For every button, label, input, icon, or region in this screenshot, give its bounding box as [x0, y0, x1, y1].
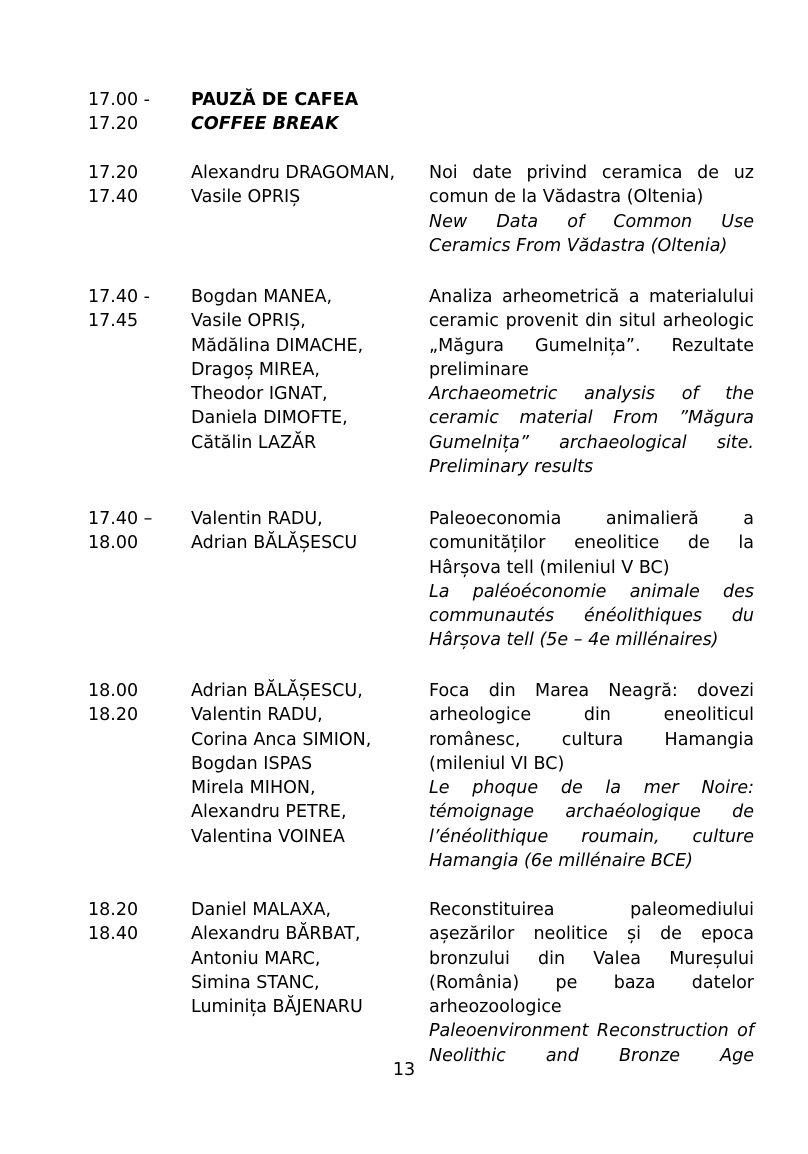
- title-english: [429, 776, 754, 873]
- session-title: [429, 285, 754, 479]
- author-name: Theodor IGNAT,: [191, 384, 328, 405]
- author-name: Bogdan MANEA,: [191, 287, 333, 307]
- author-name: Adrian BĂLĂȘESCU,: [191, 681, 363, 701]
- title-line: (mileniul VI BC): [429, 753, 565, 774]
- title-line: Foca din Marea Neagră: dovezi: [429, 681, 754, 701]
- title-line: New Data of Common Use: [429, 211, 754, 232]
- title-line: Archaeometric analysis of the: [429, 384, 754, 405]
- break-label: [191, 88, 416, 137]
- author-name: Alexandru PETRE,: [191, 802, 347, 823]
- author-name: Vasile OPRIȘ: [191, 187, 301, 208]
- title-line: communautés énéolithiques du: [429, 606, 754, 627]
- title-line: preliminare: [429, 359, 529, 380]
- author-name: Valentin RADU,: [191, 509, 323, 529]
- author-name: Daniela DIMOFTE,: [191, 408, 348, 429]
- title-line: ceramic material From ”Măgura: [429, 408, 754, 429]
- title-line: Analiza arheometrică a materialului: [429, 287, 754, 307]
- title-line: (România) pe baza datelor: [429, 972, 754, 993]
- title-line: românesc, cultura Hamangia: [429, 729, 754, 750]
- author-name: Alexandru DRAGOMAN,: [191, 163, 396, 183]
- author-name: Mirela MIHON,: [191, 778, 316, 799]
- author-name: Vasile OPRIȘ,: [191, 311, 306, 332]
- session-authors: [191, 679, 416, 849]
- session-time: [88, 285, 178, 334]
- title-line: Noi date privind ceramica de uz: [429, 163, 754, 183]
- title-line: Ceramics From Vădastra (Oltenia): [429, 235, 728, 256]
- title-romanian: [429, 285, 754, 382]
- session-time-start: 17.40 -: [88, 287, 150, 307]
- session-time: [88, 898, 178, 947]
- session-time: [88, 679, 178, 728]
- session-time-start: 18.00: [88, 681, 139, 701]
- title-line: témoignage archaéologique de: [429, 802, 754, 823]
- title-romanian: [429, 679, 754, 776]
- title-line: ceramic provenit din situl arheologic: [429, 311, 754, 332]
- title-line: bronzului din Valea Mureșului: [429, 948, 754, 969]
- title-line: comun de la Vădastra (Oltenia): [429, 187, 704, 208]
- title-romanian: [429, 507, 754, 580]
- title-romanian: [429, 898, 754, 1019]
- title-line: arheologice din eneoliticul: [429, 705, 754, 726]
- session-time-start: 17.20: [88, 163, 139, 183]
- break-time-end: 17.20: [88, 114, 139, 135]
- author-name: Valentin RADU,: [191, 705, 323, 726]
- break-time-start: 17.00 -: [88, 90, 150, 110]
- session-time-end: 17.45: [88, 311, 139, 332]
- title-line: Le phoque de la mer Noire:: [429, 778, 754, 799]
- session-time: [88, 507, 178, 556]
- title-line: La paléoéconomie animale des: [429, 581, 754, 602]
- session-time-end: 17.40: [88, 187, 139, 208]
- title-line: Neolithic and Bronze Age: [429, 1045, 754, 1066]
- session-authors: [191, 161, 416, 210]
- author-name: Luminița BĂJENARU: [191, 997, 363, 1018]
- break-time: [88, 88, 178, 137]
- author-name: Mădălina DIMACHE,: [191, 335, 364, 356]
- title-line: Hârșova tell (mileniul V BC): [429, 557, 670, 578]
- author-name: Alexandru BĂRBAT,: [191, 924, 361, 945]
- session-title: [429, 161, 754, 258]
- session-title: [429, 898, 754, 1068]
- author-name: Dragoș MIREA,: [191, 359, 320, 380]
- session-time-end: 18.40: [88, 924, 139, 945]
- page-number: 13: [392, 1060, 416, 1080]
- title-line: așezărilor neolitice și de epoca: [429, 924, 754, 945]
- session-authors: [191, 898, 416, 1019]
- title-english: [429, 580, 754, 653]
- session-authors: [191, 507, 416, 556]
- session-time-end: 18.20: [88, 705, 139, 726]
- title-line: arheozoologice: [429, 997, 562, 1018]
- break-label-ro: PAUZĂ DE CAFEA: [191, 90, 359, 110]
- title-line: „Măgura Gumelnița”. Rezultate: [429, 335, 754, 356]
- session-time-end: 18.00: [88, 533, 139, 554]
- title-line: comunităților eneolitice de la: [429, 533, 754, 554]
- title-line: Reconstituirea paleomediului: [429, 900, 754, 920]
- title-line: Hârșova tell (5e – 4e millénaires): [429, 630, 719, 651]
- title-line: Gumelnița” archaeological site.: [429, 432, 754, 453]
- session-authors: [191, 285, 416, 455]
- title-english: [429, 210, 754, 259]
- author-name: Bogdan ISPAS: [191, 753, 313, 774]
- author-name: Antoniu MARC,: [191, 948, 321, 969]
- session-time-start: 17.40 –: [88, 509, 153, 529]
- author-name: Adrian BĂLĂȘESCU: [191, 533, 358, 554]
- author-name: Simina STANC,: [191, 972, 320, 993]
- title-line: Hamangia (6e millénaire BCE): [429, 851, 694, 872]
- title-line: Paleoenvironment Reconstruction of: [429, 1021, 754, 1042]
- author-name: Valentina VOINEA: [191, 826, 345, 847]
- session-title: [429, 507, 754, 653]
- title-english: [429, 382, 754, 479]
- author-name: Daniel MALAXA,: [191, 900, 332, 920]
- title-romanian: [429, 161, 754, 210]
- author-name: Cătălin LAZĂR: [191, 432, 317, 453]
- title-line: Preliminary results: [429, 457, 594, 478]
- title-line: l’énéolithique roumain, culture: [429, 826, 754, 847]
- title-line: Paleoeconomia animalieră a: [429, 509, 754, 529]
- author-name: Corina Anca SIMION,: [191, 729, 372, 750]
- session-title: [429, 679, 754, 873]
- break-label-en: COFFEE BREAK: [191, 114, 339, 135]
- session-time-start: 18.20: [88, 900, 139, 920]
- session-time: [88, 161, 178, 210]
